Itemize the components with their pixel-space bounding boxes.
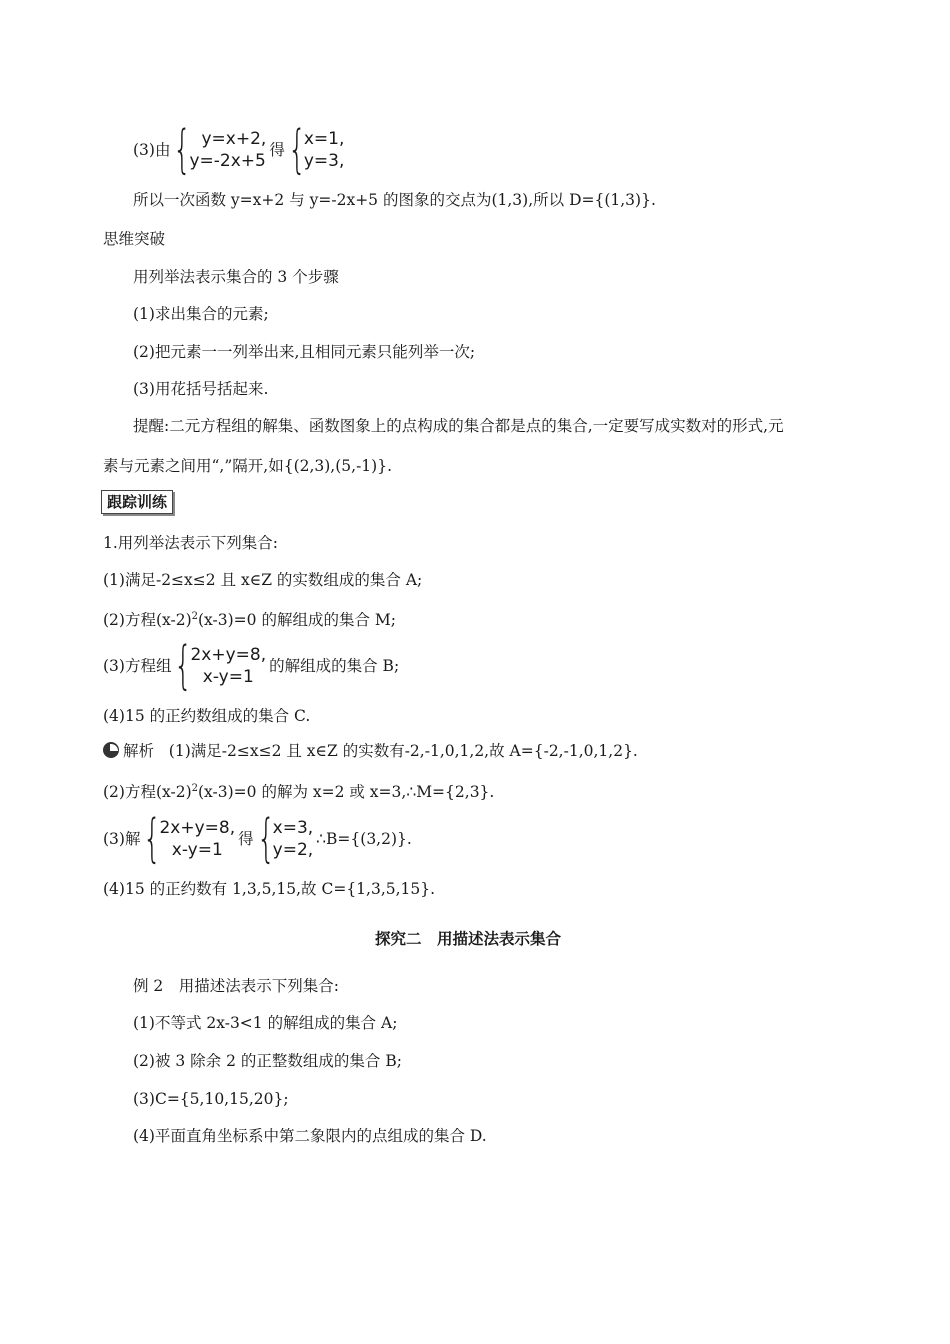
- thinking-step1: (1)求出集合的元素;: [133, 305, 269, 323]
- system5-line2: y=2,: [272, 840, 314, 860]
- system1-line2: y=-2x+5: [189, 151, 266, 171]
- solution-3-prefix: (3)解: [103, 830, 141, 848]
- tracking-label: 跟踪训练: [101, 490, 173, 514]
- left-brace: {: [143, 809, 162, 869]
- example-item-2: (2)被 3 除余 2 的正整数组成的集合 B;: [133, 1052, 402, 1070]
- question-title: 1.用列举法表示下列集合:: [103, 534, 279, 552]
- solution-1-text: (1)满足-2≤x≤2 且 x∈Z 的实数有-2,-1,0,1,2,故 A={-2,-1,0,1,2}.: [168, 742, 638, 760]
- example-item-4: (4)平面直角坐标系中第二象限内的点组成的集合 D.: [133, 1127, 487, 1145]
- equation-system-4: [143, 809, 236, 869]
- thinking-intro: 用列举法表示集合的 3 个步骤: [133, 268, 339, 286]
- question-4: (4)15 的正约数组成的集合 C.: [103, 707, 311, 725]
- part3-line: [133, 120, 347, 180]
- system5-line1: x=3,: [272, 818, 314, 838]
- equation-system-2: [287, 120, 345, 180]
- part3-prefix: (3)由: [133, 141, 171, 159]
- conclusion-line: 所以一次函数 y=x+2 与 y=-2x+5 的图象的交点为(1,3),所以 D={(1,3)}.: [133, 191, 656, 209]
- solution-1: [103, 741, 638, 761]
- solution-3-mid: 得: [238, 830, 254, 848]
- example-item-3: (3)C={5,10,15,20};: [133, 1090, 289, 1108]
- thinking-step3: (3)用花括号括起来.: [133, 380, 269, 398]
- thinking-title: 思维突破: [103, 230, 166, 248]
- analysis-icon: [103, 742, 119, 758]
- equation-system-5: [256, 809, 314, 869]
- question-2-part-a: (2)方程(x-2): [103, 611, 192, 630]
- system4-line1: 2x+y=8,: [159, 818, 236, 838]
- solution-2-part-a: (2)方程(x-2): [103, 783, 192, 802]
- example-title: 例 2 用描述法表示下列集合:: [133, 977, 340, 995]
- example-item-1: (1)不等式 2x-3<1 的解组成的集合 A;: [133, 1014, 398, 1032]
- solution-2-part-b: (x-3)=0 的解为 x=2 或 x=3,∴M={2,3}.: [198, 783, 495, 802]
- solution-4: (4)15 的正约数有 1,3,5,15,故 C={1,3,5,15}.: [103, 880, 436, 898]
- solution-3-suffix: ∴B={(3,2)}.: [316, 830, 412, 848]
- reminder-line1: 提醒:二元方程组的解集、函数图象上的点构成的集合都是点的集合,一定要写成实数对的形式,元: [133, 417, 784, 435]
- question-3-prefix: (3)方程组: [103, 657, 172, 675]
- system1-line1: y=x+2,: [201, 129, 267, 149]
- left-brace: {: [256, 809, 275, 869]
- solution-2: [103, 779, 494, 802]
- question-3: [103, 636, 400, 696]
- equation-system-3: [174, 636, 267, 696]
- system3-line1: 2x+y=8,: [190, 645, 267, 665]
- system2-line1: x=1,: [303, 129, 345, 149]
- left-brace: {: [287, 120, 307, 180]
- equation-system-1: [173, 120, 267, 180]
- question-1: (1)满足-2≤x≤2 且 x∈Z 的实数组成的集合 A;: [103, 571, 423, 589]
- superscript: 2: [191, 783, 198, 794]
- left-brace: {: [174, 636, 193, 696]
- solution-label: 解析: [123, 742, 155, 760]
- question-2-part-b: (x-3)=0 的解组成的集合 M;: [198, 611, 396, 630]
- question-3-suffix: 的解组成的集合 B;: [269, 657, 400, 675]
- thinking-step2: (2)把元素一一列举出来,且相同元素只能列举一次;: [133, 343, 476, 361]
- left-brace: {: [173, 120, 192, 180]
- solution-3: [103, 809, 412, 869]
- question-2: [103, 607, 396, 630]
- superscript: 2: [191, 611, 198, 622]
- part3-mid: 得: [269, 141, 285, 159]
- section-heading: 探究二 用描述法表示集合: [375, 930, 562, 948]
- system3-line2: x-y=1: [202, 667, 254, 687]
- system2-line2: y=3,: [303, 151, 345, 171]
- reminder-line2: 素与元素之间用“,”隔开,如{(2,3),(5,-1)}.: [103, 457, 393, 475]
- system4-line2: x-y=1: [171, 840, 223, 860]
